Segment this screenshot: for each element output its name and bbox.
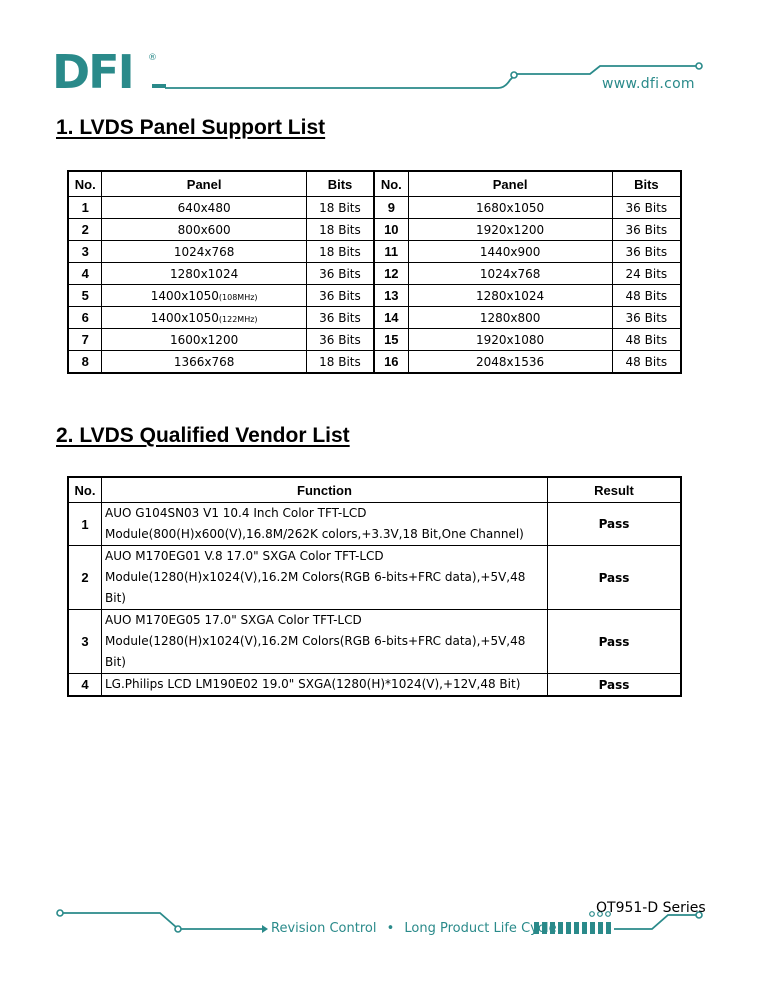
row-number: 1 xyxy=(68,503,102,546)
row-number: 2 xyxy=(68,219,102,241)
column-header: Bits xyxy=(612,171,681,197)
table-row xyxy=(68,197,681,219)
table-row xyxy=(68,351,681,374)
tagline-separator: • xyxy=(386,921,395,936)
panel-resolution: 1400x1050(122MHz) xyxy=(102,307,306,329)
panel-resolution: 1440x900 xyxy=(408,241,612,263)
panel-resolution: 1280x800 xyxy=(408,307,612,329)
section-title-vendor-list: 2. LVDS Qualified Vendor List xyxy=(56,424,350,447)
footer-decoration xyxy=(0,890,768,950)
panel-resolution: 1680x1050 xyxy=(408,197,612,219)
vendor-function: AUO G104SN03 V1 10.4 Inch Color TFT-LCD Module(800(H)x600(V),16.8M/262K colors,+3.3V,18 Bit,One Channel) xyxy=(102,503,548,546)
panel-resolution: 2048x1536 xyxy=(408,351,612,374)
row-number: 2 xyxy=(68,546,102,610)
tagline-lifecycle: Long Product Life Cycle xyxy=(404,921,557,936)
column-header: No. xyxy=(68,171,102,197)
result-badge: Pass xyxy=(548,503,682,546)
row-number: 7 xyxy=(68,329,102,351)
panel-resolution: 1400x1050(108MHz) xyxy=(102,285,306,307)
column-header: Result xyxy=(548,477,682,503)
panel-bits: 18 Bits xyxy=(306,351,374,374)
panel-resolution: 1280x1024 xyxy=(102,263,306,285)
product-series: OT951-D Series xyxy=(596,900,706,916)
row-number: 9 xyxy=(374,197,408,219)
panel-bits: 36 Bits xyxy=(612,197,681,219)
table-row xyxy=(68,674,681,697)
table-row xyxy=(68,241,681,263)
row-number: 14 xyxy=(374,307,408,329)
panel-bits: 36 Bits xyxy=(306,263,374,285)
table-row xyxy=(68,329,681,351)
panel-resolution: 800x600 xyxy=(102,219,306,241)
panel-bits: 36 Bits xyxy=(612,241,681,263)
row-number: 4 xyxy=(68,263,102,285)
tagline-revision: Revision Control xyxy=(271,921,377,936)
panel-bits: 48 Bits xyxy=(612,329,681,351)
panel-support-table xyxy=(67,170,682,374)
row-number: 3 xyxy=(68,241,102,263)
column-header: Panel xyxy=(408,171,612,197)
panel-bits: 48 Bits xyxy=(612,351,681,374)
table-row xyxy=(68,285,681,307)
qualified-vendor-table xyxy=(67,476,682,697)
panel-resolution: 1920x1200 xyxy=(408,219,612,241)
vendor-function: AUO M170EG05 17.0" SXGA Color TFT-LCD Module(1280(H)x1024(V),16.2M Colors(RGB 6-bits+FRC data),+5V,48 Bit) xyxy=(102,610,548,674)
table-row xyxy=(68,307,681,329)
row-number: 13 xyxy=(374,285,408,307)
panel-resolution: 1920x1080 xyxy=(408,329,612,351)
panel-bits: 36 Bits xyxy=(612,307,681,329)
panel-resolution: 1600x1200 xyxy=(102,329,306,351)
panel-resolution: 1366x768 xyxy=(102,351,306,374)
result-badge: Pass xyxy=(548,610,682,674)
frequency-note: (122MHz) xyxy=(218,314,258,324)
site-url[interactable]: www.dfi.com xyxy=(602,76,695,92)
dfi-logo xyxy=(52,46,170,99)
panel-resolution: 1024x768 xyxy=(102,241,306,263)
panel-bits: 36 Bits xyxy=(306,329,374,351)
table-row xyxy=(68,503,681,546)
table-row xyxy=(68,219,681,241)
panel-bits: 36 Bits xyxy=(306,307,374,329)
row-number: 12 xyxy=(374,263,408,285)
table-row xyxy=(68,610,681,674)
panel-resolution: 1024x768 xyxy=(408,263,612,285)
row-number: 4 xyxy=(68,674,102,697)
vendor-function: LG.Philips LCD LM190E02 19.0" SXGA(1280(H)*1024(V),+12V,48 Bit) xyxy=(102,674,548,697)
panel-resolution: 640x480 xyxy=(102,197,306,219)
row-number: 3 xyxy=(68,610,102,674)
footer-tagline xyxy=(271,921,557,936)
result-badge: Pass xyxy=(548,674,682,697)
column-header: Bits xyxy=(306,171,374,197)
row-number: 11 xyxy=(374,241,408,263)
row-number: 10 xyxy=(374,219,408,241)
row-number: 6 xyxy=(68,307,102,329)
table-header-row xyxy=(68,477,681,503)
panel-resolution: 1280x1024 xyxy=(408,285,612,307)
vendor-function: AUO M170EG01 V.8 17.0" SXGA Color TFT-LCD Module(1280(H)x1024(V),16.2M Colors(RGB 6-bits+FRC data),+5V,48 Bit) xyxy=(102,546,548,610)
row-number: 16 xyxy=(374,351,408,374)
row-number: 1 xyxy=(68,197,102,219)
panel-bits: 18 Bits xyxy=(306,197,374,219)
table-row xyxy=(68,263,681,285)
row-number: 15 xyxy=(374,329,408,351)
row-number: 5 xyxy=(68,285,102,307)
panel-bits: 48 Bits xyxy=(612,285,681,307)
panel-bits: 36 Bits xyxy=(612,219,681,241)
row-number: 8 xyxy=(68,351,102,374)
section-title-panel-support: 1. LVDS Panel Support List xyxy=(56,116,326,139)
frequency-note: (108MHz) xyxy=(218,292,258,302)
table-header-row xyxy=(68,171,681,197)
panel-bits: 24 Bits xyxy=(612,263,681,285)
result-badge: Pass xyxy=(548,546,682,610)
registered-mark: ® xyxy=(148,53,157,63)
logo-text: DFI xyxy=(52,46,133,94)
column-header: No. xyxy=(68,477,102,503)
column-header: Panel xyxy=(102,171,306,197)
column-header: Function xyxy=(102,477,548,503)
table-row xyxy=(68,546,681,610)
panel-bits: 18 Bits xyxy=(306,241,374,263)
column-header: No. xyxy=(374,171,408,197)
panel-bits: 36 Bits xyxy=(306,285,374,307)
panel-bits: 18 Bits xyxy=(306,219,374,241)
